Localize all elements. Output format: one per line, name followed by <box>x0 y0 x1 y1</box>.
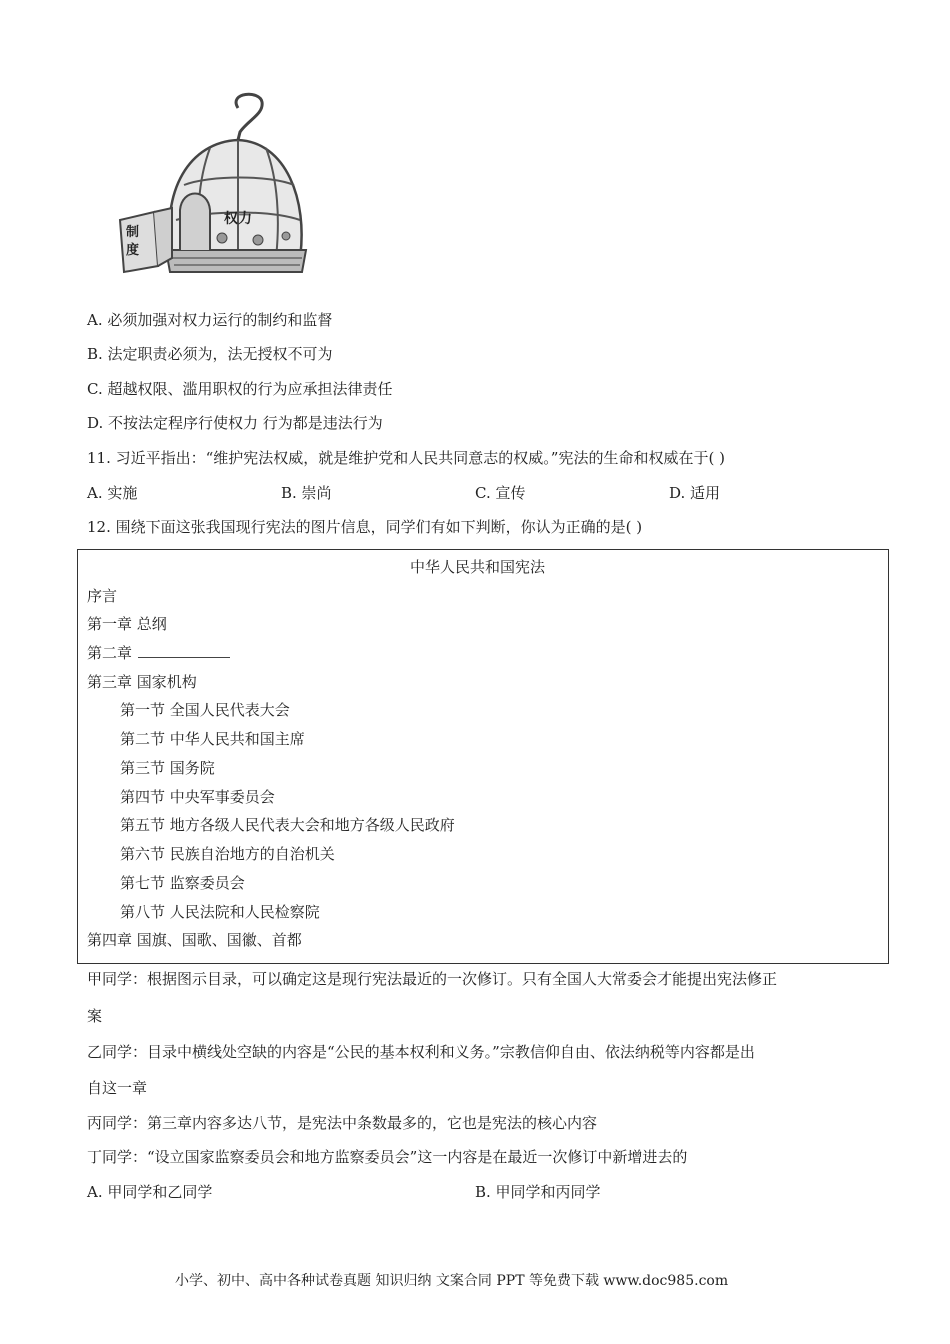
toc-section: 第三节 国务院 <box>120 759 215 777</box>
toc-chapter-2-blank <box>138 643 230 658</box>
q10-option-c: C. 超越权限、滥用职权的行为应承担法律责任 <box>87 380 393 398</box>
toc-chapter-3: 第三章 国家机构 <box>87 673 197 691</box>
q11-option-d: D. 适用 <box>669 484 721 502</box>
q11-option-c: C. 宣传 <box>475 484 526 502</box>
q11-stem: 11. 习近平指出：“维护宪法权威，就是维护党和人民共同意志的权威。”宪法的生命和权威在于( ) <box>87 449 725 467</box>
q10-option-b: B. 法定职责必须为，法无授权不可为 <box>87 345 333 363</box>
toc-section: 第八节 人民法院和人民检察院 <box>120 903 320 921</box>
toc-section: 第六节 民族自治地方的自治机关 <box>120 845 335 863</box>
statement-yi-cont: 自这一章 <box>87 1079 148 1097</box>
q11-option-a: A. 实施 <box>87 484 138 502</box>
page-footer: 小学、初中、高中各种试卷真题 知识归纳 文案合同 PPT 等免费下载 www.doc985.com <box>175 1273 729 1289</box>
toc-section: 第二节 中华人民共和国主席 <box>120 730 305 748</box>
toc-chapter-2: 第二章 <box>87 643 230 663</box>
label-power: 权力 <box>224 211 252 227</box>
statement-jia-cont: 案 <box>87 1007 103 1025</box>
toc-chapter-1: 第一章 总纲 <box>87 615 167 633</box>
birdcage-icon <box>110 90 310 290</box>
toc-section: 第七节 监察委员会 <box>120 874 245 892</box>
toc-section: 第五节 地方各级人民代表大会和地方各级人民政府 <box>120 816 455 834</box>
toc-preface: 序言 <box>87 587 118 605</box>
statement-bing: 丙同学：第三章内容多达八节，是宪法中条数最多的，它也是宪法的核心内容 <box>87 1114 598 1132</box>
label-system: 制度 <box>126 225 140 258</box>
q10-option-a: A. 必须加强对权力运行的制约和监督 <box>87 311 333 329</box>
statement-jia: 甲同学：根据图示目录，可以确定这是现行宪法最近的一次修订。只有全国人大常委会才能提出宪法修正 <box>87 970 778 988</box>
toc-chapter-4: 第四章 国旗、国歌、国徽、首都 <box>87 931 302 949</box>
q10-option-d: D. 不按法定程序行使权力 行为都是违法行为 <box>87 414 383 432</box>
q11-option-b: B. 崇尚 <box>281 484 332 502</box>
statement-ding: 丁同学：“设立国家监察委员会和地方监察委员会”这一内容是在最近一次修订中新增进去的 <box>87 1148 688 1166</box>
statement-yi: 乙同学：目录中横线处空缺的内容是“公民的基本权利和义务。”宗教信仰自由、依法纳税等内容都是出 <box>87 1043 755 1061</box>
q12-stem: 12. 围绕下面这张我国现行宪法的图片信息，同学们有如下判断，你认为正确的是( ) <box>87 518 643 536</box>
q12-option-b: B. 甲同学和丙同学 <box>475 1183 601 1201</box>
q12-option-a: A. 甲同学和乙同学 <box>87 1183 213 1201</box>
toc-title: 中华人民共和国宪法 <box>410 558 546 576</box>
toc-section: 第一节 全国人民代表大会 <box>120 701 290 719</box>
toc-section: 第四节 中央军事委员会 <box>120 788 275 806</box>
cage-illustration <box>110 90 310 290</box>
